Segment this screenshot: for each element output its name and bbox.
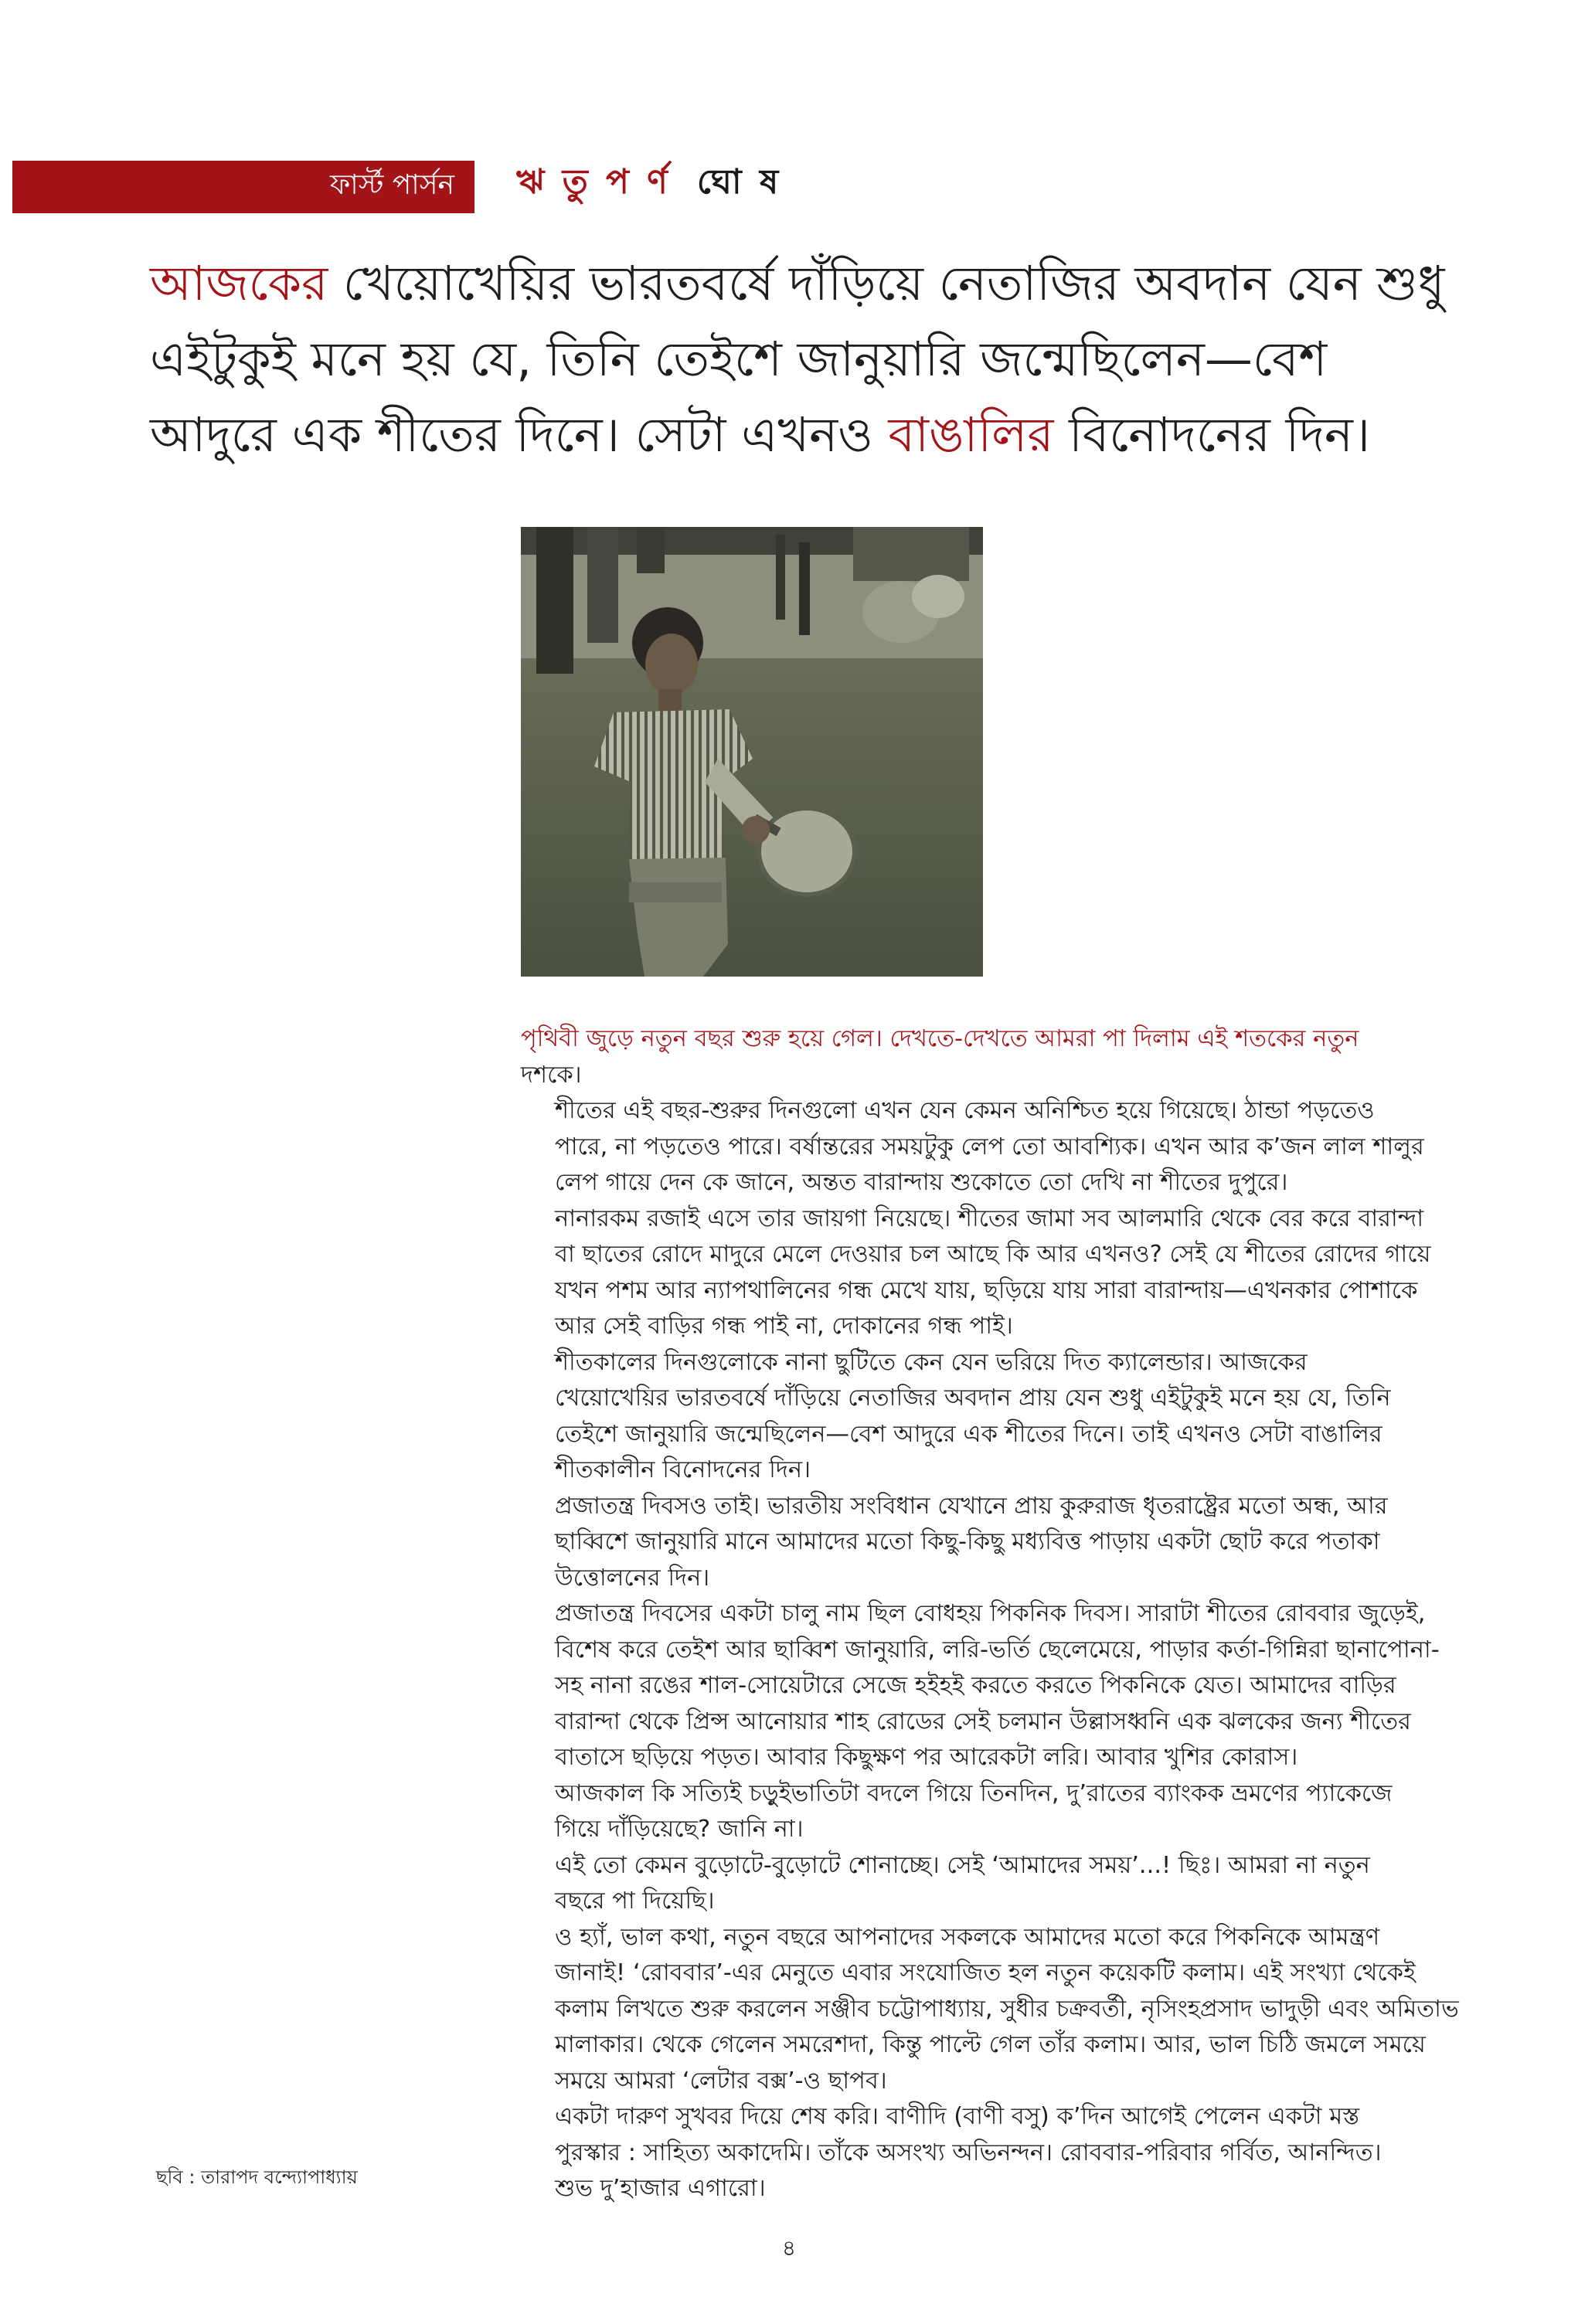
text-line: বারান্দা থেকে প্রিন্স আনোয়ার শাহ রোডের সেই চলমান উল্লাসধ্বনি এক ঝলকের জন্য শীতের (555, 1707, 1411, 1735)
text-line: যখন পশম আর ন্যাপথালিনের গন্ধ মেখে যায়, ছড়িয়ে যায় সারা বারান্দায়—এখনকার পোশাকে (555, 1276, 1418, 1304)
author-first-name: ঋ তু প র্ণ (516, 161, 671, 202)
text-line: উত্তোলনের দিন। (555, 1564, 710, 1592)
text-line: লেপ গায়ে দেন কে জানে, অন্তত বারান্দায় শুকোতে তো দেখি না শীতের দুপুরে। (555, 1169, 1288, 1196)
text-line: সহ নানা রঙের শাল-সোয়েটারে সেজে হইহই করতে করতে পিকনিকে যেত। আমাদের বাড়ির (555, 1672, 1396, 1699)
paragraph-5 (521, 1596, 1448, 1776)
paragraph-6 (521, 1776, 1448, 1848)
section-label: ফার্স্ট পার্সন (329, 169, 454, 201)
author-byline (516, 153, 781, 215)
text-line: বছরে পা দিয়েছি। (555, 1887, 715, 1915)
headline-line-1-text: খেয়োখেয়ির ভারতবর্ষে দাঁড়িয়ে নেতাজির অবদান যেন শুধু (328, 255, 1445, 311)
author-last-name: ঘো ষ (696, 161, 782, 202)
text-line: বিশেষ করে তেইশ আর ছাব্বিশ জানুয়ারি, লরি-ভর্তি ছেলেমেয়ে, পাড়ার কর্তা-গিন্নিরা ছানাপোনা- (555, 1636, 1440, 1663)
paragraph-1 (521, 1093, 1448, 1201)
paragraph-10 (521, 2171, 1448, 2207)
text-line: তেইশে জানুয়ারি জন্মেছিলেন—বেশ আদুরে এক শীতের দিনে। তাই এখনও সেটা বাঙালির (555, 1420, 1382, 1448)
paragraph-4 (521, 1489, 1448, 1597)
paragraph-7 (521, 1848, 1448, 1920)
headline-line-3 (150, 397, 1479, 473)
headline-line-3-after: বিনোদনের দিন। (1053, 406, 1371, 463)
headline-line-1 (150, 246, 1479, 321)
text-line: একটা দারুণ সুখবর দিয়ে শেষ করি। বাণীদি (বাণী বসু) ক’দিন আগেই পেলেন একটা মস্ত (555, 2103, 1360, 2130)
article-lead (521, 1021, 1448, 1093)
headline (150, 246, 1479, 473)
article-body (521, 1021, 1459, 2207)
headline-highlight-bangalir: বাঙালির (888, 406, 1054, 463)
photo-credit: ছবি : তারাপদ বন্দ্যোপাধ্যায় (156, 2166, 358, 2188)
section-label-band (12, 161, 474, 213)
text-line: খেয়োখেয়ির ভারতবর্ষে দাঁড়িয়ে নেতাজির অবদান প্রায় যেন শুধু এইটুকুই মনে হয় যে, তিনি (555, 1385, 1391, 1412)
lead-line-2: দশকে। (521, 1061, 582, 1089)
text-line: প্রজাতন্ত্র দিবসও তাই। ভারতীয় সংবিধান যেখানে প্রায় কুরুরাজ ধৃতরাষ্ট্রের মতো অন্ধ, আর (555, 1492, 1388, 1520)
text-line: সময়ে আমরা ‘লেটার বক্স’-ও ছাপব। (555, 2067, 887, 2095)
text-line: শুভ দু’হাজার এগারো। (555, 2175, 766, 2202)
paragraph-8 (521, 1920, 1459, 2100)
headline-line-2: এইটুকুই মনে হয় যে, তিনি তেইশে জানুয়ারি জন্মেছিলেন—বেশ (150, 331, 1328, 387)
text-line: এই তো কেমন বুড়োটে-বুড়োটে শোনাচ্ছে। সেই ‘আমাদের সময়’...! ছিঃ। আমরা না নতুন (555, 1851, 1370, 1879)
text-line: আজকাল কি সত্যিই চড়ুইভাতিটা বদলে গিয়ে তিনদিন, দু’রাতের ব্যাংকক ভ্রমণের প্যাকেজে (555, 1779, 1393, 1807)
text-line: আর সেই বাড়ির গন্ধ পাই না, দোকানের গন্ধ পাই। (555, 1313, 1013, 1340)
text-line: জানাই! ‘রোববার’-এর মেনুতে এবার সংযোজিত হল নতুন কয়েকটি কলাম। এই সংখ্যা থেকেই (555, 1959, 1416, 1986)
article-photo (521, 527, 983, 977)
text-line: পুরস্কার : সাহিত্য অকাদেমি। তাঁকে অসংখ্য অভিনন্দন। রোববার-পরিবার গর্বিত, আনন্দিত। (555, 2139, 1382, 2166)
text-line: কলাম লিখতে শুরু করলেন সঞ্জীব চট্টোপাধ্যায়, সুধীর চক্রবর্তী, নৃসিংহপ্রসাদ ভাদুড়ী এবং অমিতাভ (555, 1995, 1459, 2023)
text-line: ছাব্বিশে জানুয়ারি মানে আমাদের মতো কিছু-কিছু মধ্যবিত্ত পাড়ায় একটা ছোট করে পতাকা (555, 1528, 1380, 1555)
text-line: বা ছাতের রোদে মাদুরে মেলে দেওয়ার চল আছে কি আর এখনও? সেই যে শীতের রোদের গায়ে (555, 1241, 1431, 1268)
text-line: মালাকার। থেকে গেলেন সমরেশদা, কিন্তু পাল্টে গেল তাঁর কলাম। আর, ভাল চিঠি জমলে সময়ে (555, 2031, 1426, 2058)
text-line: গিয়ে দাঁড়িয়েছে? জানি না। (555, 1816, 804, 1843)
page-number: ৪ (781, 2235, 797, 2261)
text-line: শীতকালের দিনগুলোকে নানা ছুটিতে কেন যেন ভরিয়ে দিত ক্যালেন্ডার। আজকের (555, 1348, 1308, 1376)
headline-highlight-word: আজকের (150, 255, 328, 311)
text-line: প্রজাতন্ত্র দিবসের একটা চালু নাম ছিল বোধহয় পিকনিক দিবস। সারাটা শীতের রোববার জুড়েই, (555, 1600, 1426, 1627)
text-line: নানারকম রজাই এসে তার জায়গা নিয়েছে। শীতের জামা সব আলমারি থেকে বের করে বারান্দা (555, 1204, 1424, 1232)
boy-with-racket-image (521, 527, 983, 977)
lead-line-1: পৃথিবী জুড়ে নতুন বছর শুরু হয়ে গেল। দেখতে-দেখতে আমরা পা দিলাম এই শতকের নতুন (521, 1025, 1359, 1052)
paragraph-9 (521, 2099, 1448, 2171)
paragraph-2 (521, 1201, 1448, 1345)
text-line: শীতের এই বছর-শুরুর দিনগুলো এখন যেন কেমন অনিশ্চিত হয়ে গিয়েছে। ঠান্ডা পড়তেও (555, 1097, 1375, 1124)
text-line: বাতাসে ছড়িয়ে পড়ত। আবার কিছুক্ষণ পর আরেকটা লরি। আবার খুশির কোরাস। (555, 1744, 1298, 1771)
paragraph-3 (521, 1345, 1448, 1489)
text-line: পারে, না পড়তেও পারে। বর্ষান্তরের সময়টুকু লেপ তো আবশ্যিক। এখন আর ক’জন লাল শালুর (555, 1133, 1424, 1160)
headline-line-3-before: আদুরে এক শীতের দিনে। সেটা এখনও (150, 406, 889, 463)
text-line: ও হ্যাঁ, ভাল কথা, নতুন বছরে আপনাদের সকলকে আমাদের মতো করে পিকনিকে আমন্ত্রণ (555, 1923, 1380, 1951)
text-line: শীতকালীন বিনোদনের দিন। (555, 1456, 811, 1483)
